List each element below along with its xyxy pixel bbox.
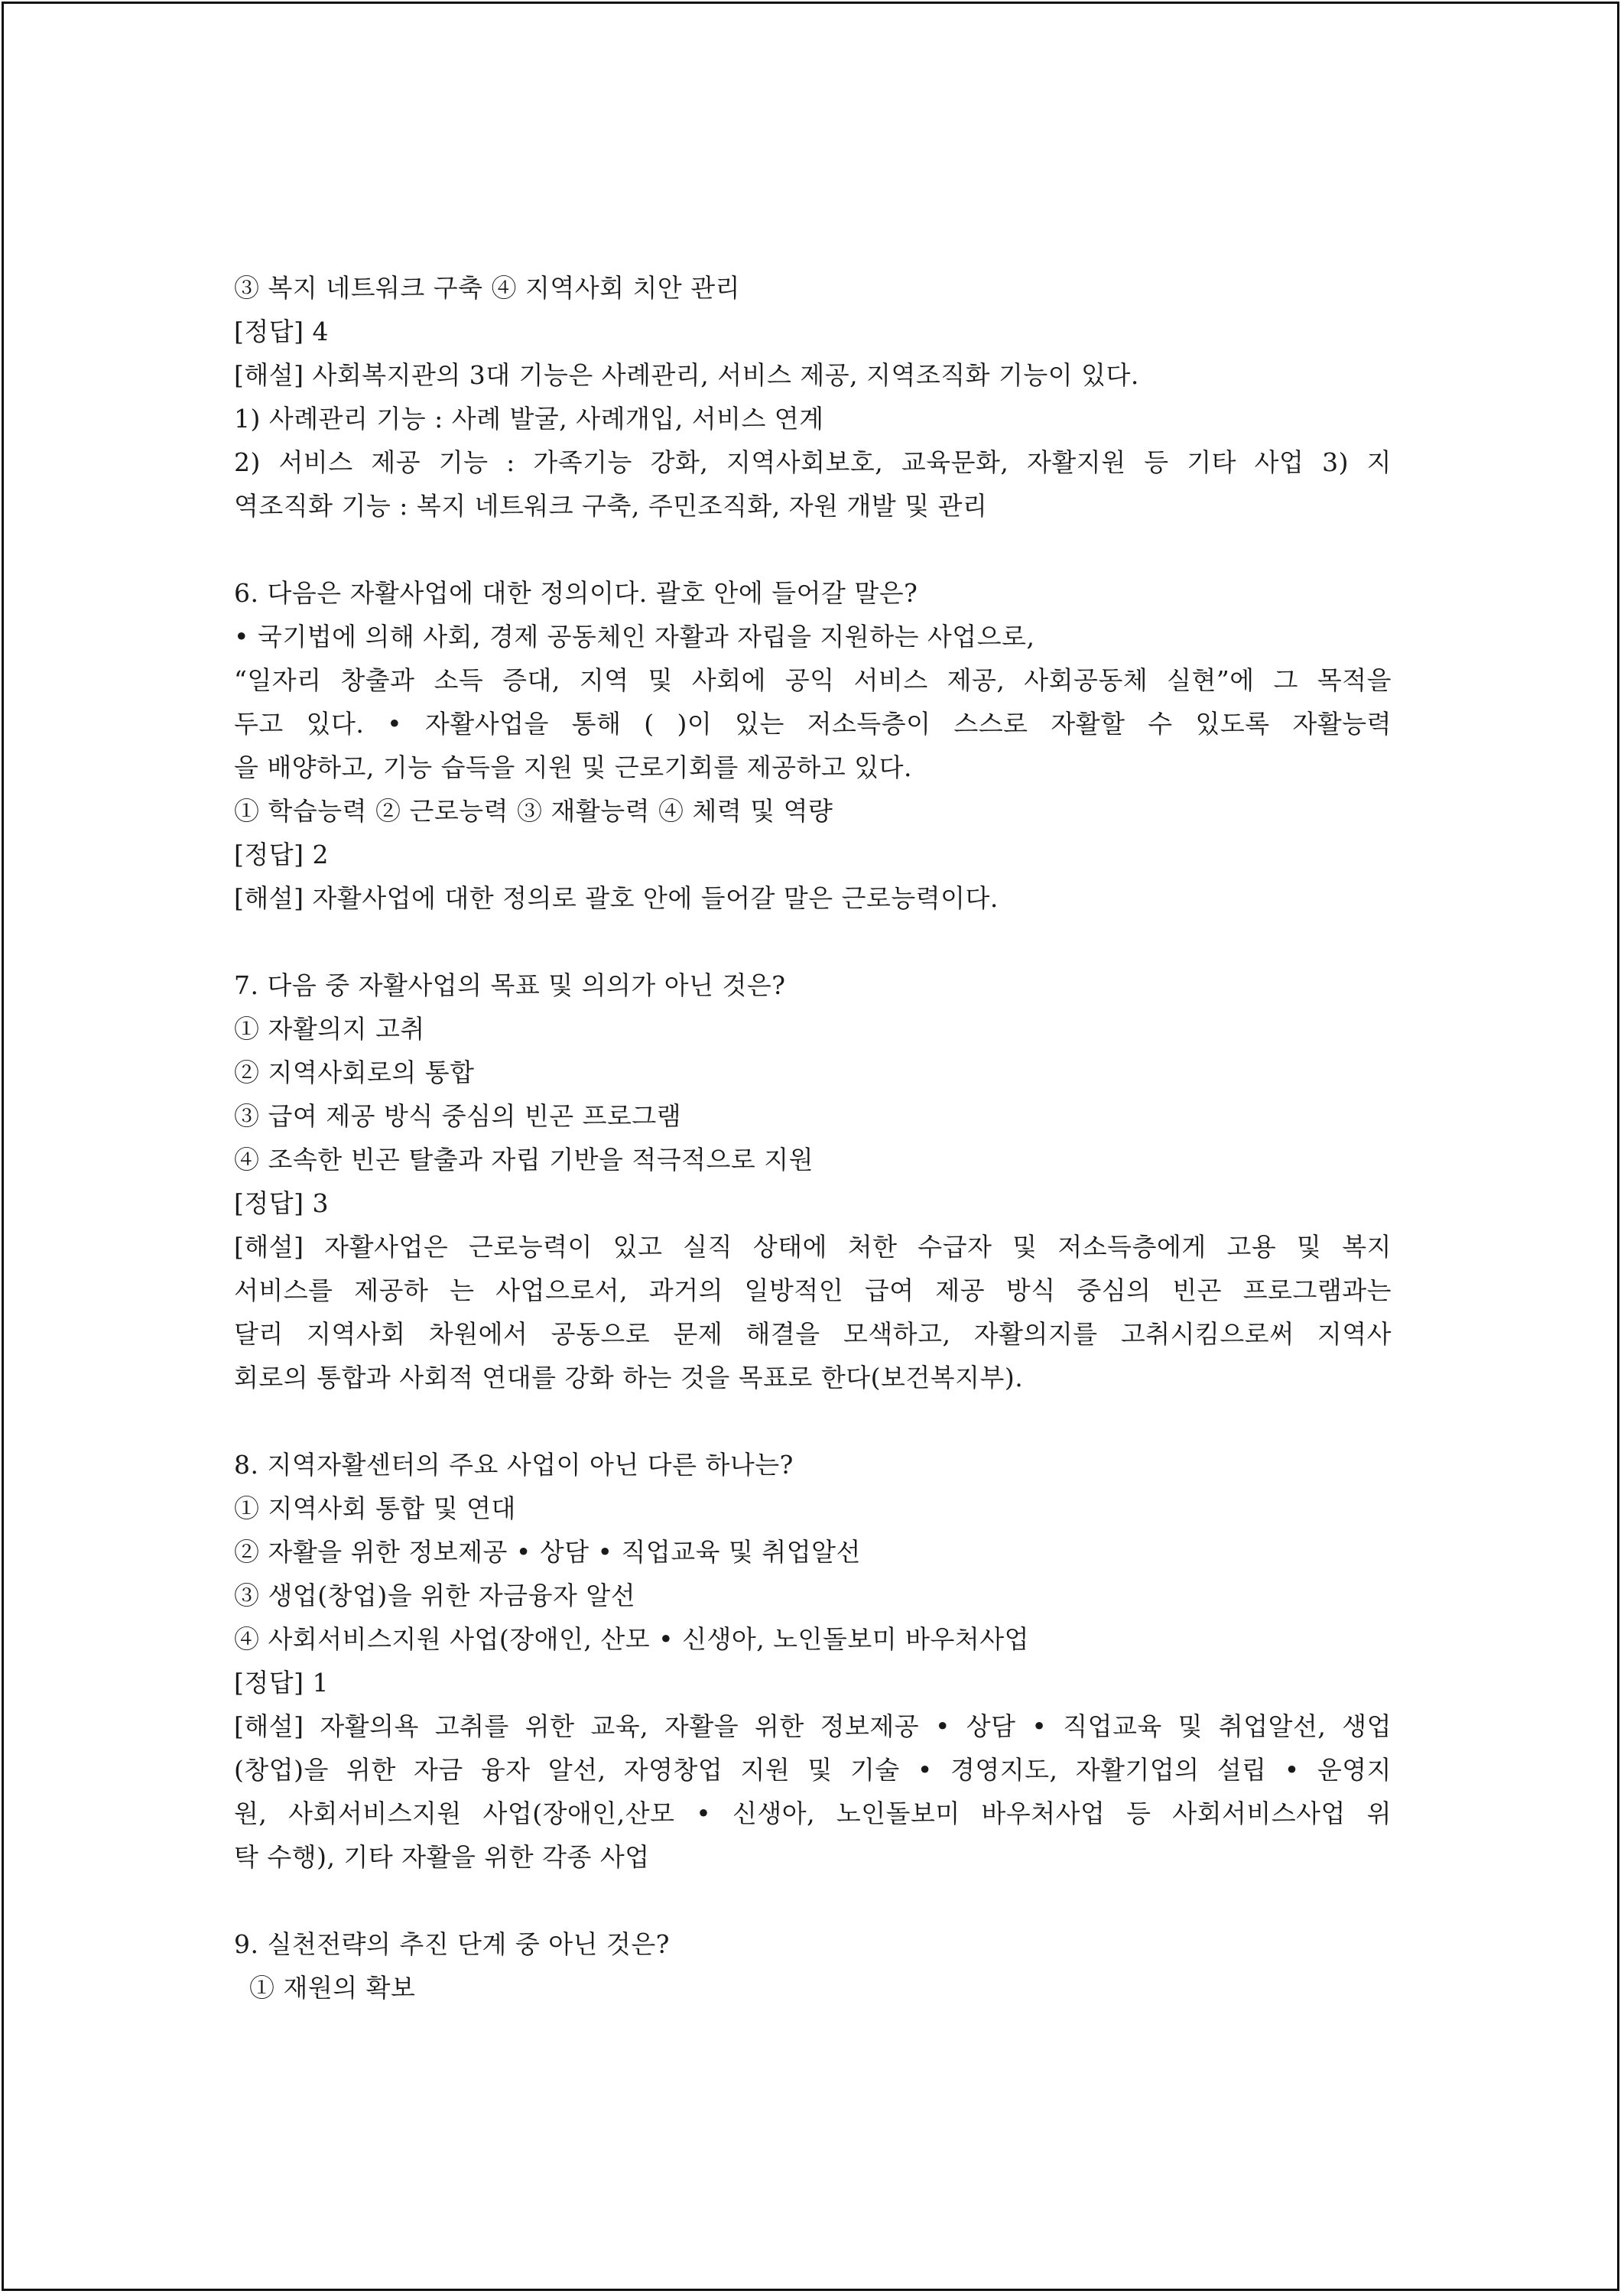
question-6-context: 두고 있다. • 자활사업을 통해 ( )이 있는 저소득층이 스스로 자활할 수 있도록 자활능력 — [234, 709, 1392, 739]
answer-key-q6: [정답] 2 — [234, 840, 329, 869]
explanation-q8: 원, 사회서비스지원 사업(장애인,산모 • 신생아, 노인돌보미 바우처사업 등 사회서비스사업 위 — [234, 1798, 1392, 1828]
answer-options-q5: ③ 복지 네트워크 구축 ④ 지역사회 치안 관리 — [234, 273, 740, 303]
explanation-q7: 서비스를 제공하 는 사업으로서, 과거의 일방적인 급여 제공 방식 중심의 빈곤 프로그램과는 — [234, 1275, 1392, 1305]
explanation-q5-item2: 2) 서비스 제공 기능 : 가족기능 강화, 지역사회보호, 교육문화, 자활지원 등 기타 사업 3) 지 — [234, 447, 1392, 477]
question-9: 9. 실천전략의 추진 단계 중 아닌 것은? — [234, 1929, 670, 1959]
question-6-context: 을 배양하고, 기능 습득을 지원 및 근로기회를 제공하고 있다. — [234, 752, 912, 782]
paragraph-gap — [234, 528, 1392, 571]
explanation-q8: 탁 수행), 기타 자활을 위한 각종 사업 — [234, 1842, 650, 1872]
explanation-q5: [해설] 사회복지관의 3대 기능은 사례관리, 서비스 제공, 지역조직화 기능이 있다. — [234, 360, 1139, 390]
question-6: 6. 다음은 자활사업에 대한 정의이다. 괄호 안에 들어갈 말은? — [234, 578, 918, 608]
answer-option: ② 지역사회로의 통합 — [234, 1058, 475, 1087]
explanation-q5-item1: 1) 사례관리 기능 : 사례 발굴, 사례개입, 서비스 연계 — [234, 404, 824, 434]
question-8: 8. 지역자활센터의 주요 사업이 아닌 다른 하나는? — [234, 1450, 794, 1480]
explanation-q8: (창업)을 위한 자금 융자 알선, 자영창업 지원 및 기술 • 경영지도, 자활기업의 설립 • 운영지 — [234, 1755, 1392, 1785]
explanation-q8: [해설] 자활의욕 고취를 위한 교육, 자활을 위한 정보제공 • 상담 • 직업교육 및 취업알선, 생업 — [234, 1711, 1392, 1741]
paragraph-gap — [234, 1399, 1392, 1443]
explanation-q6: [해설] 자활사업에 대한 정의로 괄호 안에 들어갈 말은 근로능력이다. — [234, 883, 999, 913]
explanation-q7: [해설] 자활사업은 근로능력이 있고 실직 상태에 처한 수급자 및 저소득층에게 고용 및 복지 — [234, 1232, 1392, 1262]
answer-key-q8: [정답] 1 — [234, 1668, 329, 1698]
explanation-q7: 회로의 통합과 사회적 연대를 강화 하는 것을 목표로 한다(보건복지부). — [234, 1363, 1024, 1392]
answer-option: ④ 조속한 빈곤 탈출과 자립 기반을 적극적으로 지원 — [234, 1145, 814, 1175]
answer-options-q6: ① 학습능력 ② 근로능력 ③ 재활능력 ④ 체력 및 역량 — [234, 796, 833, 826]
paragraph-gap — [234, 1879, 1392, 1922]
answer-option: ② 자활을 위한 정보제공 • 상담 • 직업교육 및 취업알선 — [234, 1537, 861, 1567]
paragraph-gap — [234, 920, 1392, 963]
answer-key-q7: [정답] 3 — [234, 1188, 329, 1218]
question-6-context: “일자리 창출과 소득 증대, 지역 및 사회에 공익 서비스 제공, 사회공동체 실현”에 그 목적을 — [234, 665, 1392, 695]
answer-option: ① 지역사회 통합 및 연대 — [234, 1493, 516, 1523]
explanation-q5-item3: 역조직화 기능 : 복지 네트워크 구축, 주민조직화, 자원 개발 및 관리 — [234, 491, 988, 521]
answer-option: ① 재원의 확보 — [249, 1973, 416, 2003]
answer-option: ④ 사회서비스지원 사업(장애인, 산모 • 신생아, 노인돌보미 바우처사업 — [234, 1624, 1029, 1654]
answer-option: ③ 급여 제공 방식 중심의 빈곤 프로그램 — [234, 1101, 682, 1131]
explanation-q7: 달리 지역사회 차원에서 공동으로 문제 해결을 모색하고, 자활의지를 고취시킴으로써 지역사 — [234, 1319, 1392, 1349]
answer-option: ③ 생업(창업)을 위한 자금융자 알선 — [234, 1581, 636, 1610]
question-7: 7. 다음 중 자활사업의 목표 및 의의가 아닌 것은? — [234, 970, 786, 1000]
document-body — [234, 266, 1392, 2010]
answer-option: ① 자활의지 고취 — [234, 1014, 425, 1044]
answer-key-q5: [정답] 4 — [234, 317, 329, 346]
question-6-context: • 국기법에 의해 사회, 경제 공동체인 자활과 자립을 지원하는 사업으로, — [234, 622, 1035, 651]
